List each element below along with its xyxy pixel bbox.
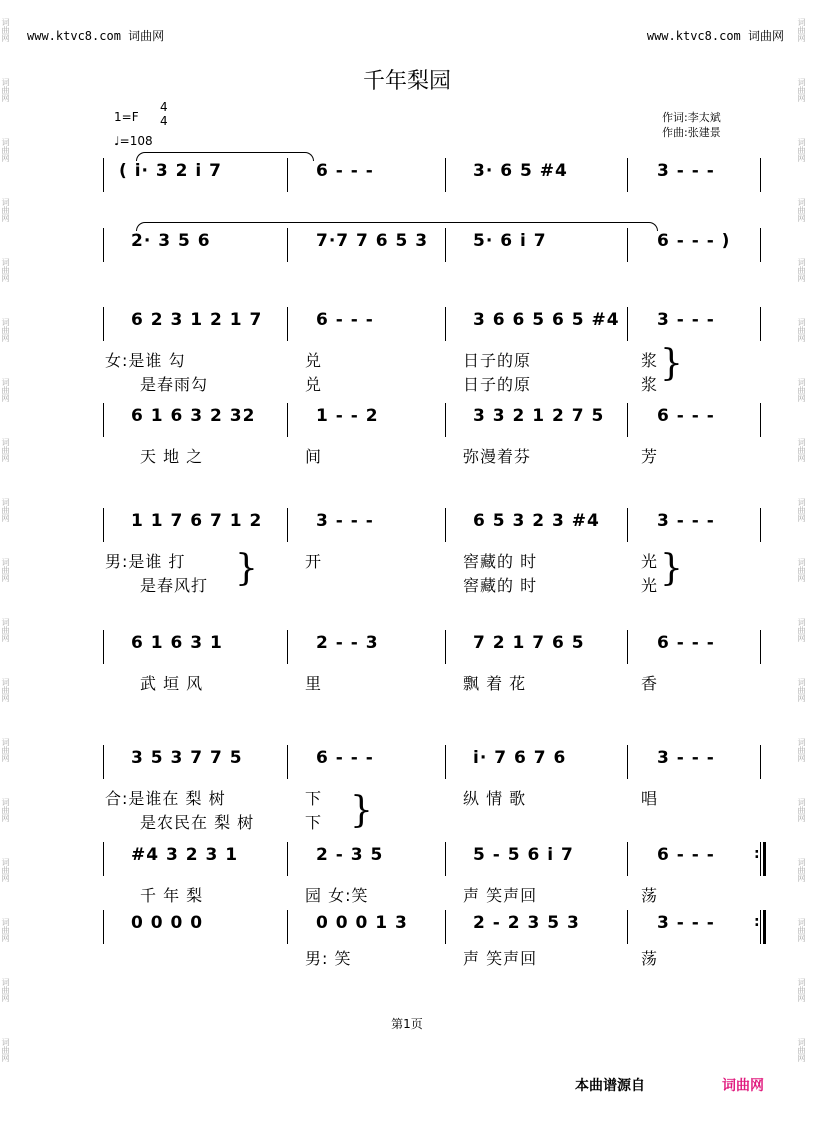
edge-watermark-text: 词曲网 <box>1 558 10 582</box>
bar-line <box>287 508 288 542</box>
measure-notes: 2 - 3 5 <box>316 845 384 865</box>
bar-line <box>627 508 628 542</box>
tempo-marking <box>114 134 153 148</box>
lyric-line-verse2: 窖藏的 时 <box>463 576 538 595</box>
lyric-line: 千 年 梨 <box>140 886 204 905</box>
bar-line <box>760 228 761 262</box>
measure-notes: 1 - - 2 <box>316 406 379 426</box>
bar-line <box>445 745 446 779</box>
edge-watermark-text: 词曲网 <box>1 438 10 462</box>
bar-line <box>445 630 446 664</box>
bar-line <box>627 307 628 341</box>
edge-watermark-text: 词曲网 <box>1 318 10 342</box>
bar-line <box>287 630 288 664</box>
lyric-line: 香 <box>641 674 659 693</box>
measure-notes: 3 5 3 7 7 5 <box>131 748 243 768</box>
measure-notes: 6 - - - <box>657 633 715 653</box>
lyric-line: 里 <box>305 674 323 693</box>
measure-notes: 6 2 3 1 2 1 7 <box>131 310 263 330</box>
edge-watermark-text: 词曲网 <box>1 198 10 222</box>
edge-watermark-text: 词曲网 <box>797 858 806 882</box>
bar-line <box>760 910 761 944</box>
edge-watermark-text: 词曲网 <box>797 498 806 522</box>
song-title: 千年梨园 <box>362 69 451 94</box>
edge-watermark-text: 词曲网 <box>1 378 10 402</box>
edge-watermark-text: 词曲网 <box>797 558 806 582</box>
measure-notes: 6 - - - <box>657 406 715 426</box>
edge-watermark-text: 词曲网 <box>797 318 806 342</box>
brand-link[interactable]: 词曲网 <box>722 1078 764 1094</box>
lyric-line: 光 <box>641 552 659 571</box>
edge-watermark-text: 词曲网 <box>797 738 806 762</box>
bar-line <box>103 228 104 262</box>
lyric-line: 下 <box>305 789 323 808</box>
measure-notes: 6 - - - <box>316 161 374 181</box>
left-watermark-strip <box>0 0 18 1122</box>
measure-notes: 5 - 5 6 i 7 <box>473 845 574 865</box>
edge-watermark-text: 词曲网 <box>797 78 806 102</box>
bar-line <box>445 158 446 192</box>
edge-watermark-text: 词曲网 <box>1 18 10 42</box>
quarter-note-icon: ♩ <box>114 134 120 148</box>
bar-line <box>760 842 761 876</box>
source-label: 本曲谱源自 <box>575 1078 645 1094</box>
lyric-line: 声 笑声回 <box>463 886 538 905</box>
bar-line <box>445 910 446 944</box>
bar-line <box>103 630 104 664</box>
measure-notes: 6 1 6 3 2 32 <box>131 406 256 426</box>
edge-watermark-text: 词曲网 <box>1 978 10 1002</box>
edge-watermark-text: 词曲网 <box>1 738 10 762</box>
measure-notes: 7·7 7 6 5 3 <box>316 231 429 251</box>
edge-watermark-text: 词曲网 <box>1 618 10 642</box>
measure-notes: 6 - - - <box>316 748 374 768</box>
measure-notes: 2 - - 3 <box>316 633 379 653</box>
lyric-line: 唱 <box>641 789 659 808</box>
edge-watermark-text: 词曲网 <box>1 918 10 942</box>
bar-line <box>627 745 628 779</box>
lyric-line: 间 <box>305 447 323 466</box>
bar-line <box>287 228 288 262</box>
edge-watermark-text: 词曲网 <box>1 138 10 162</box>
lyric-line: 荡 <box>641 949 659 968</box>
lyric-line: 男:是谁 打 <box>105 552 186 571</box>
bar-line <box>103 910 104 944</box>
bar-line <box>103 745 104 779</box>
edge-watermark-text: 词曲网 <box>1 1038 10 1062</box>
edge-watermark-text: 词曲网 <box>797 618 806 642</box>
lyric-line: 芳 <box>641 447 659 466</box>
lyric-line: 兑 <box>305 351 323 370</box>
bar-line <box>627 228 628 262</box>
measure-notes: i· 7 6 7 6 <box>473 748 567 768</box>
lyric-line-verse2: 是春风打 <box>140 576 209 595</box>
time-signature-top: 4 <box>160 100 168 114</box>
measure-notes: 3· 6 5 #4 <box>473 161 568 181</box>
measure-notes: 6 - - - <box>657 845 715 865</box>
lyric-line-verse2: 下 <box>305 813 323 832</box>
edge-watermark-text: 词曲网 <box>797 678 806 702</box>
bar-line <box>287 910 288 944</box>
edge-watermark-text: 词曲网 <box>1 798 10 822</box>
verse-brace: } <box>350 790 373 831</box>
repeat-dots: : <box>754 914 760 930</box>
edge-watermark-text: 词曲网 <box>797 798 806 822</box>
bar-line <box>627 630 628 664</box>
measure-notes: 6 - - - ) <box>657 231 731 251</box>
bar-line <box>627 842 628 876</box>
measure-notes: 3 - - - <box>657 310 715 330</box>
lyric-line: 女:是谁 勾 <box>105 351 186 370</box>
measure-notes: 3 - - - <box>657 748 715 768</box>
site-url-left[interactable]: www.ktvc8.com 词曲网 <box>27 29 165 43</box>
lyric-line: 飘 着 花 <box>463 674 527 693</box>
measure-notes: 3 3 2 1 2 7 5 <box>473 406 605 426</box>
edge-watermark-text: 词曲网 <box>797 138 806 162</box>
time-signature-bottom: 4 <box>160 114 168 128</box>
measure-notes: 3 - - - <box>657 913 715 933</box>
lyric-line-verse2: 兑 <box>305 375 323 394</box>
verse-brace: } <box>235 548 258 589</box>
bar-line <box>627 403 628 437</box>
bar-line <box>445 403 446 437</box>
measure-notes: 0 0 0 1 3 <box>316 913 408 933</box>
measure-notes: #4 3 2 3 1 <box>131 845 239 865</box>
lyric-line: 弥漫着芬 <box>463 447 532 466</box>
measure-notes: ( i· 3 2 i 7 <box>119 161 222 181</box>
bar-line <box>103 403 104 437</box>
measure-notes: 3 6 6 5 6 5 #4 <box>473 310 620 330</box>
edge-watermark-text: 词曲网 <box>797 258 806 282</box>
bar-line <box>627 158 628 192</box>
edge-watermark-text: 词曲网 <box>1 258 10 282</box>
lyric-line: 园 女:笑 <box>305 886 369 905</box>
lyric-line: 合:是谁在 梨 树 <box>105 789 226 808</box>
measure-notes: 3 - - - <box>657 161 715 181</box>
measure-notes: 7 2 1 7 6 5 <box>473 633 585 653</box>
edge-watermark-text: 词曲网 <box>797 378 806 402</box>
lyric-line-verse2: 光 <box>641 576 659 595</box>
bar-line <box>760 745 761 779</box>
lyricist-credit: 作词:李太斌 <box>662 111 721 124</box>
edge-watermark-text: 词曲网 <box>797 1038 806 1062</box>
bar-line <box>287 745 288 779</box>
lyric-line: 声 笑声回 <box>463 949 538 968</box>
bar-line <box>103 842 104 876</box>
lyric-line-verse2: 是春雨勾 <box>140 375 209 394</box>
composer-credit: 作曲:张建景 <box>662 126 721 139</box>
measure-notes: 2 - 2 3 5 3 <box>473 913 580 933</box>
repeat-end-bar <box>763 910 766 944</box>
right-watermark-strip <box>796 0 814 1122</box>
time-signature <box>160 100 168 128</box>
lyric-line: 浆 <box>641 351 659 370</box>
bar-line <box>760 508 761 542</box>
edge-watermark-text: 词曲网 <box>797 918 806 942</box>
edge-watermark-text: 词曲网 <box>797 978 806 1002</box>
lyric-line-verse2: 日子的原 <box>463 375 532 394</box>
edge-watermark-text: 词曲网 <box>1 498 10 522</box>
edge-watermark-text: 词曲网 <box>1 858 10 882</box>
tie-arc <box>136 222 658 231</box>
measure-notes: 3 - - - <box>657 511 715 531</box>
lyric-line-verse2: 是农民在 梨 树 <box>140 813 255 832</box>
repeat-dots: : <box>754 846 760 862</box>
repeat-end-bar <box>763 842 766 876</box>
tempo-value: =108 <box>119 134 153 148</box>
measure-notes: 6 1 6 3 1 <box>131 633 223 653</box>
bar-line <box>287 158 288 192</box>
measure-notes: 5· 6 i 7 <box>473 231 547 251</box>
bar-line <box>760 630 761 664</box>
measure-notes: 6 5 3 2 3 #4 <box>473 511 600 531</box>
bar-line <box>287 842 288 876</box>
lyric-line-verse2: 浆 <box>641 375 659 394</box>
bar-line <box>287 307 288 341</box>
lyric-line: 武 垣 风 <box>140 674 204 693</box>
bar-line <box>760 403 761 437</box>
edge-watermark-text: 词曲网 <box>1 78 10 102</box>
lyric-line: 窖藏的 时 <box>463 552 538 571</box>
lyric-line: 纵 情 歌 <box>463 789 527 808</box>
key-signature: 1=F <box>114 110 139 124</box>
measure-notes: 1 1 7 6 7 1 2 <box>131 511 263 531</box>
bar-line <box>760 307 761 341</box>
bar-line <box>445 508 446 542</box>
edge-watermark-text: 词曲网 <box>1 678 10 702</box>
measure-notes: 6 - - - <box>316 310 374 330</box>
lyric-line: 天 地 之 <box>140 447 204 466</box>
edge-watermark-text: 词曲网 <box>797 18 806 42</box>
bar-line <box>103 307 104 341</box>
measure-notes: 2· 3 5 6 <box>131 231 211 251</box>
bar-line <box>627 910 628 944</box>
lyric-line: 日子的原 <box>463 351 532 370</box>
tie-arc <box>136 152 314 161</box>
bar-line <box>445 842 446 876</box>
lyric-line: 荡 <box>641 886 659 905</box>
measure-notes: 0 0 0 0 <box>131 913 204 933</box>
bar-line <box>103 508 104 542</box>
measure-notes: 3 - - - <box>316 511 374 531</box>
lyric-line: 开 <box>305 552 323 571</box>
edge-watermark-text: 词曲网 <box>797 198 806 222</box>
lyric-line: 男: 笑 <box>305 949 352 968</box>
page-number: 第1页 <box>391 1017 423 1031</box>
bar-line <box>287 403 288 437</box>
bar-line <box>103 158 104 192</box>
bar-line <box>445 307 446 341</box>
verse-brace: } <box>660 548 683 589</box>
edge-watermark-text: 词曲网 <box>797 438 806 462</box>
verse-brace: } <box>660 343 683 384</box>
bar-line <box>445 228 446 262</box>
site-url-right[interactable]: www.ktvc8.com 词曲网 <box>646 29 784 43</box>
bar-line <box>760 158 761 192</box>
